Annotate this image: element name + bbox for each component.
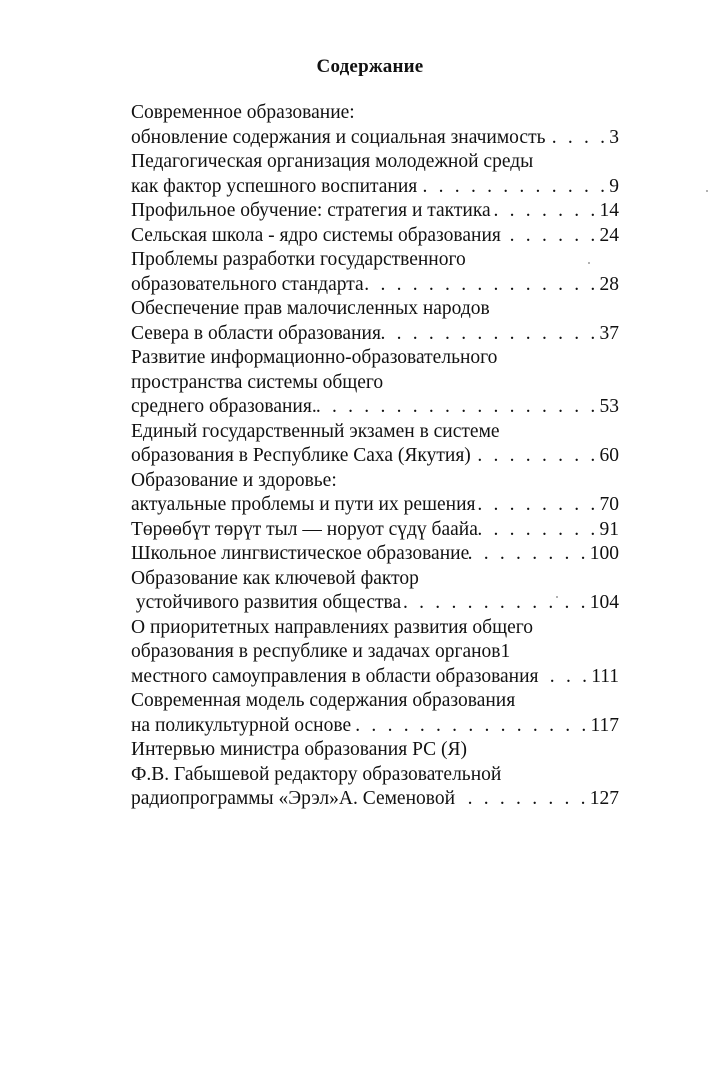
toc-entry-title-line: Төрөөбүт төрүт тыл — норуот сүдү баайа	[131, 518, 478, 540]
toc-line	[131, 665, 619, 690]
toc-line	[131, 714, 619, 739]
toc-entry-title-line: как фактор успешного воспитания	[131, 175, 418, 197]
toc-line	[131, 738, 619, 763]
toc-entry-title-line: Проблемы разработки государственного	[131, 249, 466, 270]
toc-line	[131, 224, 619, 249]
toc-entry	[131, 346, 619, 420]
toc-entry	[131, 420, 619, 469]
toc-line	[131, 322, 619, 347]
dot-leader	[471, 444, 599, 469]
dot-leader	[545, 126, 608, 151]
toc-page-number: 14	[599, 200, 619, 221]
scan-speck	[588, 262, 590, 264]
toc-page-number: 100	[589, 543, 619, 564]
dot-leader	[417, 175, 608, 200]
toc-entry-title-line: радиопрограммы «Эрэл»А. Семеновой	[131, 788, 456, 809]
toc-line	[131, 346, 619, 371]
toc-entry-title-line: Сельская школа - ядро системы образования	[131, 224, 501, 246]
toc-entry-title-line: на поликультурной основе	[131, 714, 352, 736]
table-of-contents	[131, 101, 619, 812]
toc-entry-title-line: Современное образование:	[131, 102, 355, 123]
toc-line	[131, 518, 619, 543]
toc-entry	[131, 297, 619, 346]
toc-line	[131, 371, 619, 396]
dot-leader	[476, 493, 599, 518]
toc-entry-title-line: Педагогическая организация молодежной среды	[131, 151, 534, 172]
toc-entry-title-line: О приоритетных направлениях развития общего	[131, 616, 534, 638]
toc-line	[131, 420, 619, 445]
toc-line	[131, 542, 619, 567]
toc-page-number: 91	[599, 518, 619, 540]
toc-page-number: 70	[599, 494, 619, 515]
dot-leader	[317, 395, 599, 420]
toc-line	[131, 175, 619, 200]
toc-line	[131, 640, 619, 665]
toc-line	[131, 616, 619, 641]
toc-entry-title-line: образовательного стандарта	[131, 273, 364, 295]
toc-line	[131, 150, 619, 175]
toc-entry	[131, 689, 619, 738]
toc-entry	[131, 248, 619, 297]
toc-entry-title-line: местного самоуправления в области образования	[131, 665, 539, 687]
toc-line	[131, 395, 619, 420]
dot-leader	[478, 518, 599, 543]
toc-entry-title-line: обновление содержания и социальная значимость	[131, 126, 546, 148]
toc-entry-title-line: устойчивого развития общества	[131, 592, 402, 613]
dot-leader	[401, 591, 589, 616]
toc-line	[131, 273, 619, 298]
toc-page-number: 60	[599, 445, 619, 466]
toc-line	[131, 493, 619, 518]
toc-line	[131, 567, 619, 592]
toc-entry-title-line: Современная модель содержания образования	[131, 690, 516, 711]
toc-entry-title-line: Интервью министра образования РС (Я)	[131, 739, 468, 760]
scan-speck	[706, 190, 708, 192]
toc-page-number: 28	[599, 273, 619, 295]
toc-line	[131, 297, 619, 322]
toc-entry-title-line: Образование и здоровье:	[131, 469, 337, 491]
toc-line	[131, 199, 619, 224]
toc-entry-title-line: Развитие информационно-образовательного	[131, 347, 498, 368]
toc-entry-title-line: Единый государственный экзамен в системе	[131, 420, 500, 442]
toc-page-number: 53	[599, 396, 619, 417]
dot-leader	[364, 273, 599, 298]
toc-entry	[131, 224, 619, 249]
toc-page-number: 3	[609, 126, 619, 148]
toc-entry	[131, 616, 619, 690]
toc-entry	[131, 518, 619, 543]
toc-page-number: 111	[591, 665, 619, 687]
toc-line	[131, 444, 619, 469]
toc-page-number: 9	[609, 175, 619, 197]
toc-entry-title-line: Ф.В. Габышевой редактору образовательной	[131, 763, 502, 785]
toc-entry	[131, 542, 619, 567]
toc-entry	[131, 738, 619, 812]
page-title: Содержание	[316, 56, 424, 77]
toc-entry-title-line: пространства системы общего	[131, 371, 384, 393]
toc-entry-title-line: Обеспечение прав малочисленных народов	[131, 298, 490, 319]
dot-leader	[351, 714, 589, 739]
dot-leader	[455, 787, 589, 812]
toc-entry-title-line: Школьное лингвистическое образование	[131, 543, 470, 564]
toc-line	[131, 787, 619, 812]
scan-speck	[556, 596, 558, 598]
dot-leader	[381, 322, 599, 347]
toc-line	[131, 591, 619, 616]
toc-entry-title-line: образования в Республике Саха (Якутия)	[131, 445, 471, 466]
toc-page-number: 117	[590, 714, 619, 736]
toc-page-number: 37	[599, 322, 619, 344]
toc-entry-title-line: Профильное обучение: стратегия и тактика	[131, 200, 491, 221]
toc-entry-title-line: актуальные проблемы и пути их решения	[131, 494, 476, 515]
toc-entry	[131, 469, 619, 518]
toc-line	[131, 689, 619, 714]
dot-leader	[539, 665, 591, 690]
dot-leader	[491, 199, 599, 224]
toc-line	[131, 101, 619, 126]
toc-entry	[131, 101, 619, 150]
toc-entry-title-line: Образование как ключевой фактор	[131, 567, 419, 589]
toc-line	[131, 126, 619, 151]
toc-page-number: 104	[589, 592, 619, 613]
toc-entry-title-line: Севера в области образования	[131, 322, 381, 344]
toc-line	[131, 763, 619, 788]
dot-leader	[469, 542, 589, 567]
toc-entry-title-line: среднего образования.	[131, 396, 317, 417]
toc-page-number: 127	[589, 788, 619, 809]
toc-entry-title-line: образования в республике и задачах органов1	[131, 641, 511, 662]
toc-page-number: 24	[599, 224, 619, 246]
toc-entry	[131, 150, 619, 199]
toc-entry	[131, 567, 619, 616]
toc-line	[131, 248, 619, 273]
toc-entry	[131, 199, 619, 224]
toc-line	[131, 469, 619, 494]
dot-leader	[501, 224, 599, 249]
